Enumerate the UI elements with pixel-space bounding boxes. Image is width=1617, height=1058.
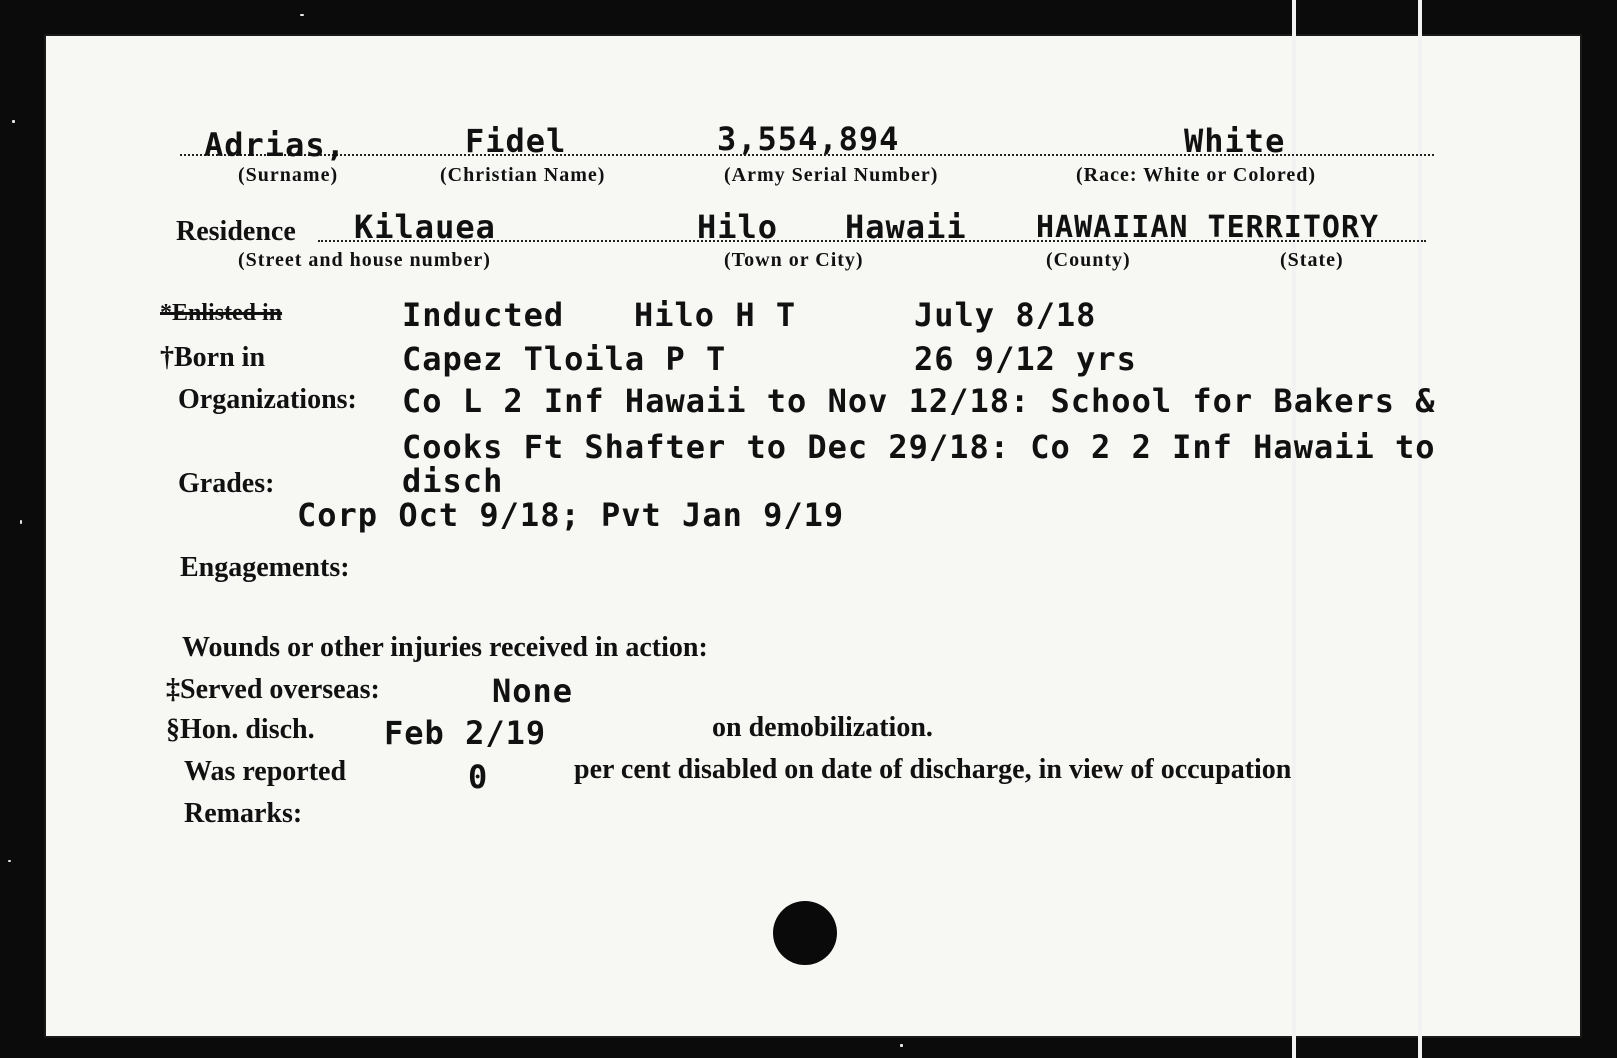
enlisted-label: *Enlisted in [160,300,283,326]
speck [12,120,15,123]
organizations-line-2: Cooks Ft Shafter to Dec 29/18: Co 2 2 Inf Hawaii to [402,428,1436,466]
serial-number-value: 3,554,894 [717,120,900,158]
organizations-label: Organizations: [178,384,357,415]
christian-name-value: Fidel [465,122,567,160]
town-caption: (Town or City) [724,249,864,271]
county-caption: (County) [1046,249,1131,271]
overseas-label: ‡Served overseas: [166,674,380,705]
organizations-line-1: Co L 2 Inf Hawaii to Nov 12/18: School for Bakers & [402,382,1436,420]
residence-label: Residence [176,216,296,247]
speck [8,860,11,862]
surname-value: Adrias, [204,126,346,164]
born-label: †Born in [160,342,266,373]
surname-caption: (Surname) [238,164,339,186]
disabled-label: Was reported [184,756,347,787]
film-edge-line [1292,0,1296,1058]
residence-county-value: Hawaii [845,208,967,246]
wounds-label: Wounds or other injuries received in action: [182,632,708,663]
enlisted-date-value: July 8/18 [914,296,1097,334]
organizations-line-3: disch [402,462,504,500]
residence-state-value: HAWAIIAN TERRITORY [1036,210,1380,245]
disabled-text: per cent disabled on date of discharge, in view of occupation [574,754,1292,785]
discharge-label: §Hon. disch. [166,714,315,745]
remarks-label: Remarks: [184,798,303,829]
race-value: White [1184,122,1286,160]
street-caption: (Street and house number) [238,249,491,271]
born-place-value: Capez Tloila P T [402,340,727,378]
residence-street-value: Kilauea [354,208,496,246]
engagements-label: Engagements: [180,552,350,583]
speck [900,1044,903,1047]
overseas-value: None [492,672,574,710]
christian-name-caption: (Christian Name) [440,164,606,186]
speck [20,520,22,524]
enlisted-place-value: Hilo H T [634,296,797,334]
grades-value: Corp Oct 9/18; Pvt Jan 9/19 [297,496,845,534]
residence-town-value: Hilo [697,208,779,246]
speck [300,14,304,16]
disabled-percent-value: 0 [468,758,489,796]
enlisted-type-value: Inducted [402,296,565,334]
punch-hole [773,901,837,965]
race-caption: (Race: White or Colored) [1076,164,1317,186]
born-age-value: 26 9/12 yrs [914,340,1137,378]
grades-label: Grades: [178,468,275,499]
film-edge-line [1418,0,1422,1058]
discharge-note: on demobilization. [712,712,933,743]
state-caption: (State) [1280,249,1344,271]
discharge-date-value: Feb 2/19 [384,714,547,752]
serial-caption: (Army Serial Number) [724,164,939,186]
